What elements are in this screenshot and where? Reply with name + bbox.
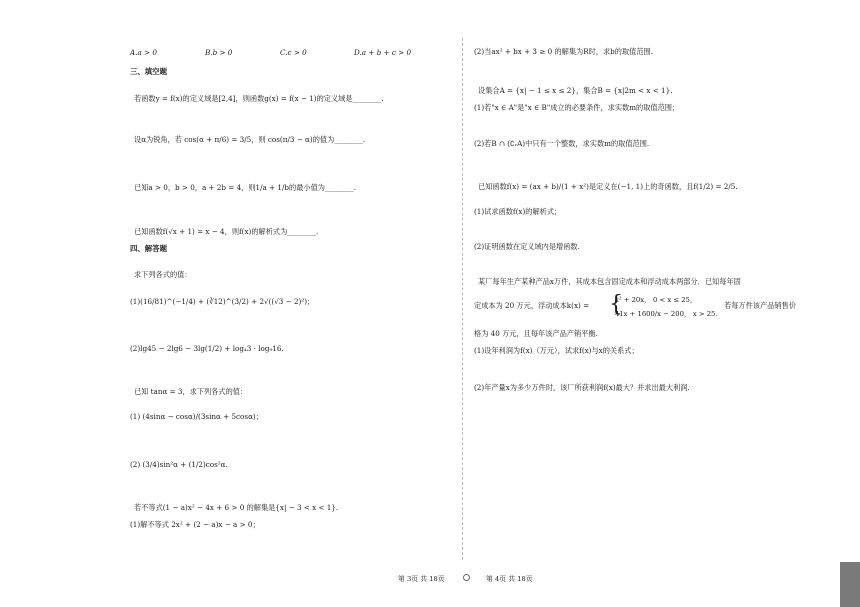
answer-q3-intro: 若不等式(1 − a)x² − 4x + 6 > 0 的解集是{x| − 3 < x < 1}. (134, 503, 339, 512)
page-number-left: 第 3页 共 18页 (398, 575, 445, 583)
scroll-handle[interactable] (840, 562, 860, 607)
answer-q6-line1: 某厂每年生产某种产品x万件，其成本包含固定成本和浮动成本两部分．已知每年固 (478, 277, 741, 286)
section-answer-title: 四、解答题 (130, 244, 167, 253)
answer-q6-line2-cont: 若每万件该产品销售价 (724, 301, 796, 310)
answer-q3-part1: (1)解不等式 2x² + (2 − a)x − a > 0； (130, 520, 260, 529)
answer-q6-part1: (1)设年利润为f(x)（万元），试求f(x)与x的关系式； (474, 346, 639, 355)
answer-q6-part2: (2)年产量x为多少万件时，该厂所获利润f(x)最大？并求出最大利润. (474, 383, 690, 392)
option-c: C.c > 0 (280, 48, 307, 57)
binding-hole-icon (463, 574, 470, 581)
answer-q1-part1: (1)(16/81)^(−1/4) + (∛12)^(3/2) + 2√((√3 − 2)²)； (130, 297, 315, 306)
fill-in-question-2: 设α为锐角，若 cos(α + π/6) = 3/5，则 cos(π/3 − α)的值为________. (134, 135, 366, 144)
option-d: D.a + b + c > 0 (354, 48, 412, 57)
column-divider (462, 38, 463, 560)
answer-q2-intro: 已知 tanα = 3，求下列各式的值： (134, 387, 248, 396)
answer-q5-part1: (1)试求函数f(x)的解析式； (474, 207, 562, 216)
fill-in-question-4: 已知函数f(√x + 1) = x − 4，则f(x)的解析式为________. (134, 227, 319, 236)
page-number-right: 第 4页 共 18页 (486, 575, 533, 583)
answer-q5-part2: (2)证明函数在定义域内是增函数. (474, 242, 580, 251)
answer-q1-part2: (2)lg45 − 2lg6 − 3lg(1/2) + log₄3 · log₉16. (130, 344, 284, 353)
fill-in-question-1: 若函数y = f(x)的定义域是[2,4]，则函数g(x) = f(x − 1)的定义域是________. (134, 94, 384, 103)
answer-q4-part2: (2)若B ∩ (∁ᵣA)中只有一个整数，求实数m的取值范围. (474, 139, 650, 148)
answer-q6-line3: 格为 40 万元，且每年该产品产销平衡. (474, 329, 598, 338)
option-a: A.a > 0 (130, 48, 157, 57)
answer-q6-line2: 定成本为 20 万元，浮动成本k(x) = (474, 301, 590, 310)
answer-q4-part1: (1)若"x ∈ A"是"x ∈ B"成立的必要条件，求实数m的取值范围； (474, 103, 680, 112)
section-fill-in-title: 三、填空题 (130, 67, 167, 76)
cost-case-2: 41x + 1600/x − 200， x > 25. (615, 310, 718, 318)
answer-q5-intro: 已知函数f(x) = (ax + b)/(1 + x²)是定义在(−1, 1)上的奇函数，且f(1/2) = 2/5. (478, 182, 738, 191)
piecewise-brace: { (609, 292, 623, 317)
answer-q4-intro: 设集合A = {x| − 1 ≤ x ≤ 2}，集合B = {x|2m < x < 1}. (478, 86, 673, 95)
fill-in-question-3: 已知a > 0，b > 0，a + 2b = 4，则1/a + 1/b的最小值为________. (134, 183, 356, 192)
answer-q2-part1: (1) (4sinα − cosα)/(3sinα + 5cosα)； (130, 412, 263, 421)
answer-q3-part2: (2)当ax² + bx + 3 ≥ 0 的解集为R时，求b的取值范围. (474, 47, 653, 56)
answer-q1-intro: 求下列各式的值： (134, 270, 192, 279)
option-b: B.b > 0 (205, 48, 233, 57)
answer-q2-part2: (2) (3/4)sin²α + (1/2)cos²α. (130, 460, 228, 469)
cost-case-1: x² + 20x， 0 < x ≤ 25， (615, 296, 697, 304)
